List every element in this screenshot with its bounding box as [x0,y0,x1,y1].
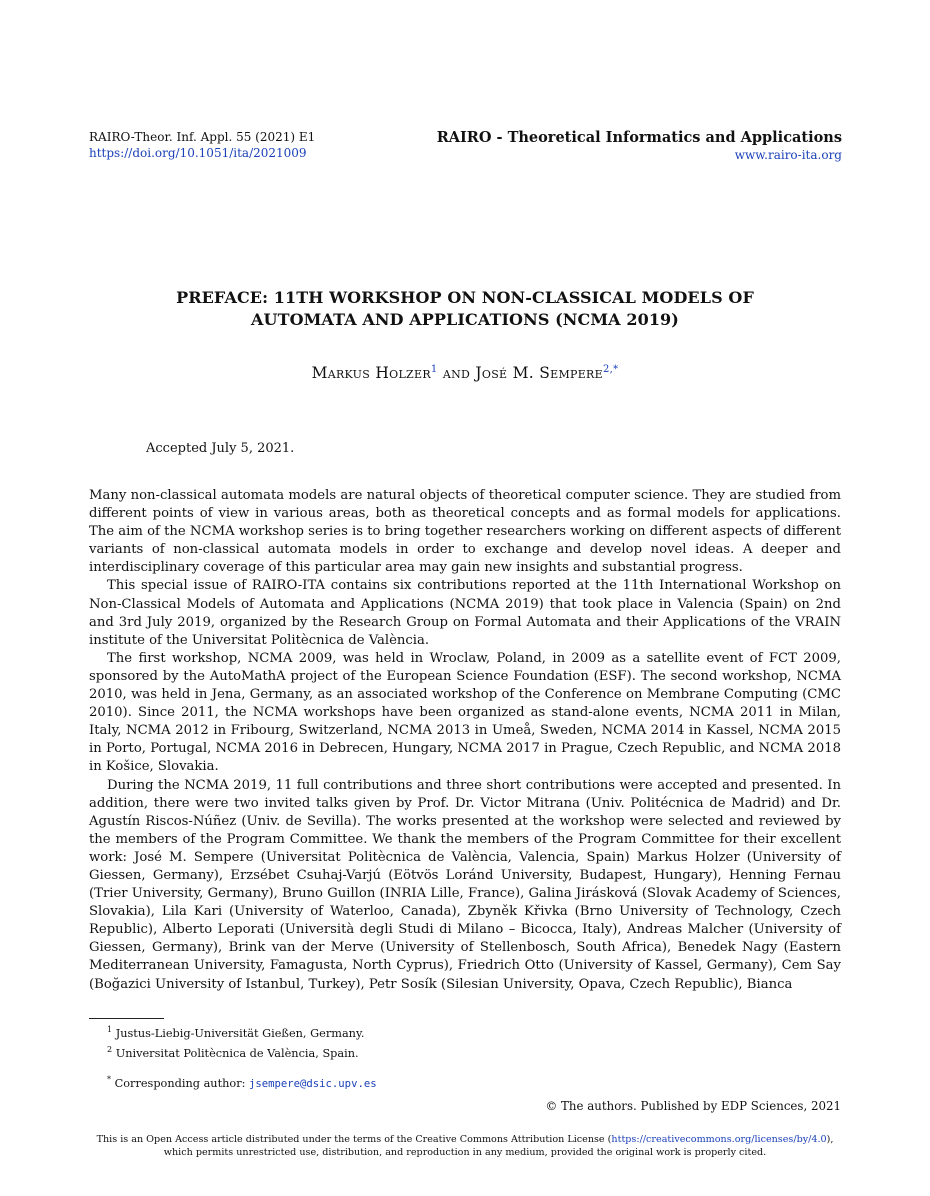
corresponding-author-note [107,1072,377,1092]
author-conjunction: and [442,364,471,383]
doi-link[interactable]: https://doi.org/10.1051/ita/2021009 [89,146,307,160]
footnotes [107,1022,377,1091]
accepted-date: Accepted July 5, 2021. [146,441,295,456]
paper-title [89,287,841,331]
license-url-link[interactable]: https://creativecommons.org/licenses/by/4.0 [611,1134,827,1145]
title-line-1: PREFACE: 11TH WORKSHOP ON NON-CLASSICAL MODELS OF [176,288,754,307]
paragraph-1: Many non-classical automata models are natural objects of theoretical computer science. They are studied from different points of view in various areas, both as theoretical concepts and as formal models for applications. The aim of the NCMA workshop series is to bring together researchers working on different aspects of different variants of non-classical automata models in order to exchange and develop novel ideas. A deeper and interdisciplinary coverage of this particular area may gain new insights and substantial progress. [89,488,841,576]
license-line-1 [89,1133,841,1146]
header-journal-block [437,129,842,163]
license-line-2: which permits unrestricted use, distribution, and reproduction in any medium, provided the original work is properly cited. [163,1147,767,1158]
license-notice [89,1133,841,1159]
author-2: José M. Sempere [475,364,603,383]
footnote-divider [89,1018,164,1019]
paragraph-2: This special issue of RAIRO-ITA contains six contributions reported at the 11th International Workshop on Non-Classical Models of Automata and Applications (NCMA 2019) that took place in Valencia (Spain) on 2nd and 3rd July 2019, organized by the Research Group on Formal Automata and their Applications of the VRAIN institute of the Universitat Politècnica de València. [89,578,841,648]
copyright-notice: © The authors. Published by EDP Sciences, 2021 [545,1099,841,1113]
footnote-1-mark: 1 [107,1025,113,1034]
author-2-affiliation-mark[interactable]: 2,* [602,364,619,375]
footnote-2 [107,1042,377,1062]
citation: RAIRO-Theor. Inf. Appl. 55 (2021) E1 [89,130,316,144]
footnote-1 [107,1022,377,1042]
license-text-post: ), [826,1134,834,1145]
paragraph-3: The first workshop, NCMA 2009, was held in Wroclaw, Poland, in 2009 as a satellite event of FCT 2009, sponsored by the AutoMathA project of the European Science Foundation (ESF). The second workshop, NCMA 2010, was held in Jena, Germany, as an associated workshop of the Conference on Membrane Computing (CMC 2010). Since 2011, the NCMA workshops have been organized as stand-alone events, NCMA 2011 in Milan, Italy, NCMA 2012 in Fribourg, Switzerland, NCMA 2013 in Umeå, Sweden, NCMA 2014 in Kassel, NCMA 2015 in Porto, Portugal, NCMA 2016 in Debrecen, Hungary, NCMA 2017 in Prague, Czech Republic, and NCMA 2018 in Košice, Slovakia. [89,650,841,775]
header-citation-block [89,129,315,161]
corresponding-email-link[interactable]: jsempere@dsic.upv.es [249,1077,377,1090]
body-text [89,487,841,994]
footnote-2-text: Universitat Politècnica de València, Spain. [115,1046,359,1060]
footnote-2-mark: 2 [107,1044,113,1054]
title-line-2: AUTOMATA AND APPLICATIONS (NCMA 2019) [251,310,679,329]
author-1-affiliation-mark[interactable]: 1 [430,364,438,375]
license-text-pre: This is an Open Access article distributed under the terms of the Creative Commons Attribution License ( [96,1134,612,1145]
paragraph-4: During the NCMA 2019, 11 full contributions and three short contributions were accepted and presented. In addition, there were two invited talks given by Prof. Dr. Victor Mitrana (Univ. Politécnica de Madrid) and Dr. Agustín Riscos-Núñez (Univ. de Sevilla). The works presented at the workshop were selected and reviewed by the members of the Program Committee. We thank the members of the Program Committee for their excellent work: José M. Sempere (Universitat Politècnica de València, Valencia, Spain) Markus Holzer (University of Giessen, Germany), Erzsébet Csuhaj-Varjú (Eötvös Loránd University, Budapest, Hungary), Henning Fernau (Trier University, Germany), Bruno Guillon (INRIA Lille, France), Galina Jirásková (Slovak Academy of Sciences, Slovakia), Lila Kari (University of Waterloo, Canada), Zbyněk Křivka (Brno University of Technology, Czech Republic), Alberto Leporati (Università degli Studi di Milano – Bicocca, Italy), Andreas Malcher (University of Giessen, Germany), Brink van der Merve (University of Stellenbosch, South Africa), Benedek Nagy (Eastern Mediterranean University, Famagusta, North Cyprus), Friedrich Otto (University of Kassel, Germany), Cem Say (Boğazici University of Istanbul, Turkey), Petr Sosík (Silesian University, Opava, Czech Republic), Bianca [89,777,841,992]
journal-website-link[interactable]: www.rairo-ita.org [734,148,842,162]
corresponding-label: Corresponding author: [114,1076,246,1090]
author-list [89,364,841,382]
footnote-1-text: Justus-Liebig-Universität Gießen, Germany. [115,1026,365,1040]
author-1: Markus Holzer [311,364,431,383]
journal-name: RAIRO - Theoretical Informatics and Applications [436,129,842,146]
corresponding-mark: * [107,1074,111,1084]
